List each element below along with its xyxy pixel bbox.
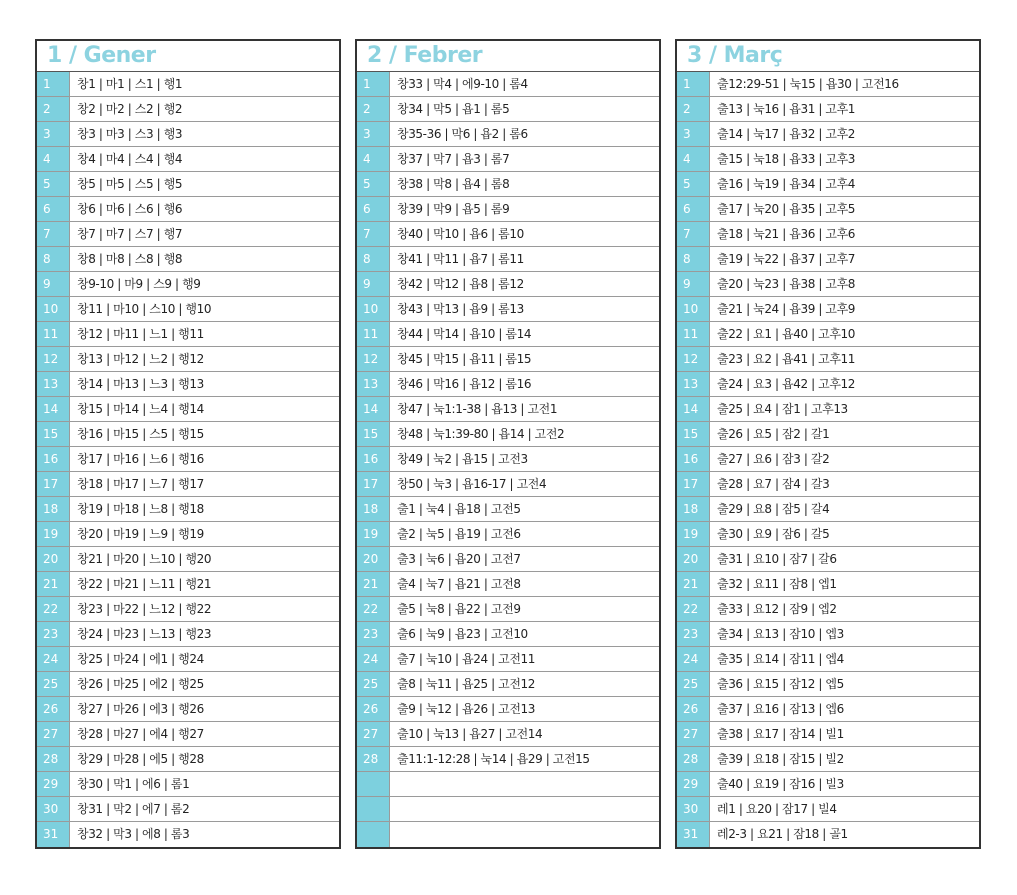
table-row bbox=[357, 597, 659, 622]
day-number bbox=[357, 797, 390, 821]
reading-text: 출20 | 눅23 | 욥38 | 고후8 bbox=[717, 277, 856, 291]
reading-text: 창24 | 마23 | 느13 | 행23 bbox=[77, 627, 212, 641]
day-number: 27 bbox=[37, 722, 70, 746]
reading-text: 출18 | 눅21 | 욥36 | 고후6 bbox=[717, 227, 856, 241]
table-row bbox=[357, 697, 659, 722]
reading-text: 창34 | 막5 | 욥1 | 롬5 bbox=[397, 102, 510, 116]
reading-text: 레2-3 | 요21 | 잠18 | 골1 bbox=[717, 827, 848, 841]
day-number: 19 bbox=[357, 522, 390, 546]
table-row bbox=[357, 672, 659, 697]
table-row bbox=[37, 297, 339, 322]
day-number: 15 bbox=[37, 422, 70, 446]
day-number: 24 bbox=[677, 647, 710, 671]
day-number: 30 bbox=[37, 797, 70, 821]
reading-text: 창15 | 마14 | 느4 | 행14 bbox=[77, 402, 204, 416]
day-number: 6 bbox=[677, 197, 710, 221]
table-row bbox=[37, 72, 339, 97]
reading-text: 창32 | 막3 | 에8 | 롬3 bbox=[77, 827, 190, 841]
day-number: 14 bbox=[677, 397, 710, 421]
day-number: 28 bbox=[37, 747, 70, 771]
reading-text: 창7 | 마7 | 스7 | 행7 bbox=[77, 227, 183, 241]
table-row bbox=[677, 597, 979, 622]
day-number: 25 bbox=[37, 672, 70, 696]
table-row bbox=[37, 347, 339, 372]
day-number: 6 bbox=[37, 197, 70, 221]
reading-text: 출9 | 눅12 | 욥26 | 고전13 bbox=[397, 702, 536, 716]
day-number: 12 bbox=[357, 347, 390, 371]
day-number: 29 bbox=[677, 772, 710, 796]
table-row bbox=[37, 772, 339, 797]
table-row bbox=[357, 722, 659, 747]
day-number: 20 bbox=[677, 547, 710, 571]
reading-text: 출24 | 요3 | 욥42 | 고후12 bbox=[717, 377, 856, 391]
day-number: 24 bbox=[357, 647, 390, 671]
day-number: 10 bbox=[357, 297, 390, 321]
table-row bbox=[677, 172, 979, 197]
reading-text: 창22 | 마21 | 느11 | 행21 bbox=[77, 577, 212, 591]
table-row bbox=[357, 172, 659, 197]
reading-text: 창6 | 마6 | 스6 | 행6 bbox=[77, 202, 183, 216]
table-row bbox=[357, 572, 659, 597]
table-row bbox=[37, 222, 339, 247]
reading-text: 출5 | 눅8 | 욥22 | 고전9 bbox=[397, 602, 521, 616]
table-row bbox=[37, 722, 339, 747]
day-number: 27 bbox=[357, 722, 390, 746]
table-row bbox=[677, 522, 979, 547]
day-number: 5 bbox=[677, 172, 710, 196]
month-panel-february bbox=[355, 39, 661, 849]
table-row bbox=[37, 372, 339, 397]
reading-text: 출8 | 눅11 | 욥25 | 고전12 bbox=[397, 677, 536, 691]
reading-list bbox=[37, 72, 339, 847]
table-row bbox=[677, 322, 979, 347]
day-number: 16 bbox=[37, 447, 70, 471]
reading-text: 출23 | 요2 | 욥41 | 고후11 bbox=[717, 352, 856, 366]
day-number: 1 bbox=[357, 72, 390, 96]
day-number: 25 bbox=[677, 672, 710, 696]
day-number: 15 bbox=[357, 422, 390, 446]
reading-text: 창17 | 마16 | 느6 | 행16 bbox=[77, 452, 204, 466]
table-row bbox=[677, 772, 979, 797]
reading-text: 출32 | 요11 | 잠8 | 엡1 bbox=[717, 577, 837, 591]
table-row bbox=[37, 97, 339, 122]
day-number: 4 bbox=[677, 147, 710, 171]
reading-text: 출11:1-12:28 | 눅14 | 욥29 | 고전15 bbox=[397, 752, 590, 766]
table-row bbox=[37, 197, 339, 222]
day-number: 20 bbox=[357, 547, 390, 571]
table-row bbox=[677, 747, 979, 772]
day-number: 29 bbox=[37, 772, 70, 796]
day-number: 7 bbox=[677, 222, 710, 246]
reading-text: 출30 | 요9 | 잠6 | 갈5 bbox=[717, 527, 830, 541]
reading-text: 출21 | 눅24 | 욥39 | 고후9 bbox=[717, 302, 856, 316]
day-number: 22 bbox=[37, 597, 70, 621]
day-number: 19 bbox=[677, 522, 710, 546]
table-row bbox=[677, 122, 979, 147]
table-row bbox=[37, 547, 339, 572]
month-title: 3 / Març bbox=[677, 41, 979, 72]
reading-text bbox=[390, 772, 659, 796]
table-row bbox=[677, 797, 979, 822]
day-number: 8 bbox=[677, 247, 710, 271]
table-row bbox=[677, 447, 979, 472]
table-row bbox=[357, 247, 659, 272]
table-row bbox=[677, 822, 979, 847]
reading-text: 창9-10 | 마9 | 스9 | 행9 bbox=[77, 277, 201, 291]
table-row bbox=[677, 697, 979, 722]
reading-text: 창49 | 눅2 | 욥15 | 고전3 bbox=[397, 452, 528, 466]
reading-text: 창45 | 막15 | 욥11 | 롬15 bbox=[397, 352, 532, 366]
day-number: 17 bbox=[37, 472, 70, 496]
reading-text: 출14 | 눅17 | 욥32 | 고후2 bbox=[717, 127, 856, 141]
day-number: 31 bbox=[677, 822, 710, 847]
day-number: 25 bbox=[357, 672, 390, 696]
table-row bbox=[677, 622, 979, 647]
reading-text: 창47 | 눅1:1-38 | 욥13 | 고전1 bbox=[397, 402, 558, 416]
day-number: 5 bbox=[357, 172, 390, 196]
reading-text: 출29 | 요8 | 잠5 | 갈4 bbox=[717, 502, 830, 516]
reading-text bbox=[390, 797, 659, 821]
day-number: 30 bbox=[677, 797, 710, 821]
table-row bbox=[677, 197, 979, 222]
table-row bbox=[37, 472, 339, 497]
day-number: 31 bbox=[37, 822, 70, 847]
reading-text: 출37 | 요16 | 잠13 | 엡6 bbox=[717, 702, 844, 716]
table-row bbox=[37, 147, 339, 172]
reading-text: 창35-36 | 막6 | 욥2 | 롬6 bbox=[397, 127, 528, 141]
reading-text: 창43 | 막13 | 욥9 | 롬13 bbox=[397, 302, 524, 316]
reading-text: 창18 | 마17 | 느7 | 행17 bbox=[77, 477, 204, 491]
reading-text: 출1 | 눅4 | 욥18 | 고전5 bbox=[397, 502, 521, 516]
reading-text: 출26 | 요5 | 잠2 | 갈1 bbox=[717, 427, 830, 441]
table-row bbox=[357, 222, 659, 247]
table-row bbox=[357, 397, 659, 422]
table-row bbox=[37, 622, 339, 647]
table-row bbox=[37, 272, 339, 297]
day-number: 23 bbox=[357, 622, 390, 646]
table-row bbox=[677, 647, 979, 672]
day-number: 4 bbox=[37, 147, 70, 171]
day-number: 20 bbox=[37, 547, 70, 571]
day-number: 8 bbox=[357, 247, 390, 271]
table-row bbox=[677, 497, 979, 522]
reading-text: 출22 | 요1 | 욥40 | 고후10 bbox=[717, 327, 856, 341]
day-number: 3 bbox=[37, 122, 70, 146]
table-row bbox=[357, 422, 659, 447]
day-number: 2 bbox=[37, 97, 70, 121]
table-row bbox=[37, 497, 339, 522]
table-row bbox=[357, 522, 659, 547]
day-number: 12 bbox=[37, 347, 70, 371]
reading-text: 출3 | 눅6 | 욥20 | 고전7 bbox=[397, 552, 521, 566]
reading-text: 출25 | 요4 | 잠1 | 고후13 bbox=[717, 402, 848, 416]
table-row bbox=[37, 697, 339, 722]
day-number: 13 bbox=[357, 372, 390, 396]
table-row bbox=[357, 797, 659, 822]
day-number: 14 bbox=[37, 397, 70, 421]
day-number: 15 bbox=[677, 422, 710, 446]
reading-text: 출16 | 눅19 | 욥34 | 고후4 bbox=[717, 177, 856, 191]
table-row bbox=[37, 747, 339, 772]
table-row bbox=[37, 422, 339, 447]
reading-text: 창20 | 마19 | 느9 | 행19 bbox=[77, 527, 204, 541]
table-row bbox=[677, 347, 979, 372]
table-row bbox=[357, 472, 659, 497]
table-row bbox=[677, 472, 979, 497]
day-number: 3 bbox=[357, 122, 390, 146]
reading-text: 창25 | 마24 | 에1 | 행24 bbox=[77, 652, 204, 666]
table-row bbox=[37, 797, 339, 822]
reading-text: 출7 | 눅10 | 욥24 | 고전11 bbox=[397, 652, 536, 666]
reading-text: 창5 | 마5 | 스5 | 행5 bbox=[77, 177, 183, 191]
table-row bbox=[357, 447, 659, 472]
reading-text: 창41 | 막11 | 욥7 | 롬11 bbox=[397, 252, 524, 266]
day-number: 23 bbox=[677, 622, 710, 646]
reading-text: 출15 | 눅18 | 욥33 | 고후3 bbox=[717, 152, 856, 166]
reading-text: 창44 | 막14 | 욥10 | 롬14 bbox=[397, 327, 532, 341]
table-row bbox=[677, 372, 979, 397]
reading-text: 창13 | 마12 | 느2 | 행12 bbox=[77, 352, 204, 366]
table-row bbox=[357, 622, 659, 647]
day-number: 13 bbox=[677, 372, 710, 396]
table-row bbox=[37, 572, 339, 597]
day-number: 22 bbox=[677, 597, 710, 621]
table-row bbox=[37, 322, 339, 347]
reading-text: 출31 | 요10 | 잠7 | 갈6 bbox=[717, 552, 837, 566]
day-number: 18 bbox=[37, 497, 70, 521]
day-number: 21 bbox=[37, 572, 70, 596]
day-number: 16 bbox=[677, 447, 710, 471]
day-number: 17 bbox=[357, 472, 390, 496]
day-number: 7 bbox=[37, 222, 70, 246]
reading-text: 창14 | 마13 | 느3 | 행13 bbox=[77, 377, 204, 391]
reading-text: 창1 | 마1 | 스1 | 행1 bbox=[77, 77, 183, 91]
day-number: 26 bbox=[37, 697, 70, 721]
reading-text: 출38 | 요17 | 잠14 | 빌1 bbox=[717, 727, 844, 741]
reading-text: 창16 | 마15 | 스5 | 행15 bbox=[77, 427, 204, 441]
table-row bbox=[677, 247, 979, 272]
table-row bbox=[357, 97, 659, 122]
table-row bbox=[37, 247, 339, 272]
table-row bbox=[677, 147, 979, 172]
day-number: 1 bbox=[677, 72, 710, 96]
table-row bbox=[357, 497, 659, 522]
reading-list bbox=[357, 72, 659, 847]
month-panel-march bbox=[675, 39, 981, 849]
table-row bbox=[357, 372, 659, 397]
table-row bbox=[357, 547, 659, 572]
reading-text: 창3 | 마3 | 스3 | 행3 bbox=[77, 127, 183, 141]
reading-text: 창39 | 막9 | 욥5 | 롬9 bbox=[397, 202, 510, 216]
month-panel-january bbox=[35, 39, 341, 849]
table-row bbox=[37, 597, 339, 622]
reading-text: 출36 | 요15 | 잠12 | 엡5 bbox=[717, 677, 844, 691]
reading-text: 창4 | 마4 | 스4 | 행4 bbox=[77, 152, 183, 166]
table-row bbox=[357, 647, 659, 672]
table-row bbox=[357, 272, 659, 297]
reading-text: 출4 | 눅7 | 욥21 | 고전8 bbox=[397, 577, 521, 591]
table-row bbox=[357, 297, 659, 322]
day-number: 9 bbox=[37, 272, 70, 296]
day-number: 19 bbox=[37, 522, 70, 546]
day-number: 24 bbox=[37, 647, 70, 671]
reading-text: 출33 | 요12 | 잠9 | 엡2 bbox=[717, 602, 837, 616]
reading-text: 창23 | 마22 | 느12 | 행22 bbox=[77, 602, 212, 616]
day-number: 26 bbox=[357, 697, 390, 721]
day-number: 17 bbox=[677, 472, 710, 496]
reading-text: 창2 | 마2 | 스2 | 행2 bbox=[77, 102, 183, 116]
reading-text: 창21 | 마20 | 느10 | 행20 bbox=[77, 552, 212, 566]
table-row bbox=[357, 72, 659, 97]
reading-text: 창38 | 막8 | 욥4 | 롬8 bbox=[397, 177, 510, 191]
day-number: 6 bbox=[357, 197, 390, 221]
reading-text: 출2 | 눅5 | 욥19 | 고전6 bbox=[397, 527, 521, 541]
day-number: 3 bbox=[677, 122, 710, 146]
day-number: 9 bbox=[357, 272, 390, 296]
reading-text: 레1 | 요20 | 잠17 | 빌4 bbox=[717, 802, 837, 816]
table-row bbox=[677, 722, 979, 747]
reading-text: 창11 | 마10 | 스10 | 행10 bbox=[77, 302, 212, 316]
table-row bbox=[677, 422, 979, 447]
day-number: 10 bbox=[677, 297, 710, 321]
day-number: 18 bbox=[677, 497, 710, 521]
reading-text: 창28 | 마27 | 에4 | 행27 bbox=[77, 727, 204, 741]
day-number: 11 bbox=[37, 322, 70, 346]
reading-text: 창26 | 마25 | 에2 | 행25 bbox=[77, 677, 204, 691]
reading-text: 출19 | 눅22 | 욥37 | 고후7 bbox=[717, 252, 856, 266]
table-row bbox=[357, 772, 659, 797]
reading-text: 출10 | 눅13 | 욥27 | 고전14 bbox=[397, 727, 543, 741]
day-number: 10 bbox=[37, 297, 70, 321]
reading-text: 출40 | 요19 | 잠16 | 빌3 bbox=[717, 777, 844, 791]
table-row bbox=[677, 272, 979, 297]
table-row bbox=[37, 647, 339, 672]
day-number: 13 bbox=[37, 372, 70, 396]
day-number: 16 bbox=[357, 447, 390, 471]
reading-text: 창27 | 마26 | 에3 | 행26 bbox=[77, 702, 204, 716]
day-number: 21 bbox=[357, 572, 390, 596]
day-number: 11 bbox=[357, 322, 390, 346]
reading-text: 창40 | 막10 | 욥6 | 롬10 bbox=[397, 227, 524, 241]
table-row bbox=[37, 672, 339, 697]
table-row bbox=[677, 397, 979, 422]
reading-text: 출34 | 요13 | 잠10 | 엡3 bbox=[717, 627, 844, 641]
table-row bbox=[677, 572, 979, 597]
reading-text: 창31 | 막2 | 에7 | 롬2 bbox=[77, 802, 190, 816]
table-row bbox=[677, 547, 979, 572]
reading-text: 창8 | 마8 | 스8 | 행8 bbox=[77, 252, 183, 266]
table-row bbox=[677, 222, 979, 247]
reading-text: 창50 | 눅3 | 욥16-17 | 고전4 bbox=[397, 477, 547, 491]
day-number: 26 bbox=[677, 697, 710, 721]
day-number: 9 bbox=[677, 272, 710, 296]
table-row bbox=[357, 197, 659, 222]
table-row bbox=[357, 322, 659, 347]
reading-text: 출27 | 요6 | 잠3 | 갈2 bbox=[717, 452, 830, 466]
month-title: 2 / Febrer bbox=[357, 41, 659, 72]
day-number: 28 bbox=[357, 747, 390, 771]
day-number: 23 bbox=[37, 622, 70, 646]
table-row bbox=[677, 672, 979, 697]
day-number: 22 bbox=[357, 597, 390, 621]
table-row bbox=[677, 72, 979, 97]
day-number: 2 bbox=[677, 97, 710, 121]
reading-text: 출35 | 요14 | 잠11 | 엡4 bbox=[717, 652, 844, 666]
reading-text: 창30 | 막1 | 에6 | 롬1 bbox=[77, 777, 190, 791]
table-row bbox=[357, 347, 659, 372]
day-number: 14 bbox=[357, 397, 390, 421]
table-row bbox=[37, 172, 339, 197]
day-number bbox=[357, 822, 390, 847]
table-row bbox=[677, 297, 979, 322]
day-number: 4 bbox=[357, 147, 390, 171]
table-row bbox=[37, 822, 339, 847]
reading-text: 출17 | 눅20 | 욥35 | 고후5 bbox=[717, 202, 856, 216]
day-number: 8 bbox=[37, 247, 70, 271]
reading-text: 출6 | 눅9 | 욥23 | 고전10 bbox=[397, 627, 528, 641]
day-number: 1 bbox=[37, 72, 70, 96]
month-title: 1 / Gener bbox=[37, 41, 339, 72]
day-number: 5 bbox=[37, 172, 70, 196]
day-number: 7 bbox=[357, 222, 390, 246]
reading-text: 창29 | 마28 | 에5 | 행28 bbox=[77, 752, 204, 766]
reading-text bbox=[390, 822, 659, 847]
table-row bbox=[677, 97, 979, 122]
reading-text: 창37 | 막7 | 욥3 | 롬7 bbox=[397, 152, 510, 166]
reading-text: 출12:29-51 | 눅15 | 욥30 | 고전16 bbox=[717, 77, 899, 91]
reading-text: 출28 | 요7 | 잠4 | 갈3 bbox=[717, 477, 830, 491]
table-row bbox=[357, 747, 659, 772]
table-row bbox=[37, 522, 339, 547]
reading-text: 창12 | 마11 | 느1 | 행11 bbox=[77, 327, 204, 341]
day-number: 27 bbox=[677, 722, 710, 746]
table-row bbox=[357, 822, 659, 847]
day-number: 18 bbox=[357, 497, 390, 521]
table-row bbox=[37, 397, 339, 422]
day-number: 12 bbox=[677, 347, 710, 371]
reading-text: 출13 | 눅16 | 욥31 | 고후1 bbox=[717, 102, 856, 116]
table-row bbox=[357, 147, 659, 172]
reading-text: 창48 | 눅1:39-80 | 욥14 | 고전2 bbox=[397, 427, 565, 441]
day-number: 2 bbox=[357, 97, 390, 121]
day-number bbox=[357, 772, 390, 796]
table-row bbox=[37, 122, 339, 147]
day-number: 21 bbox=[677, 572, 710, 596]
table-row bbox=[37, 447, 339, 472]
day-number: 11 bbox=[677, 322, 710, 346]
day-number: 28 bbox=[677, 747, 710, 771]
reading-text: 창42 | 막12 | 욥8 | 롬12 bbox=[397, 277, 524, 291]
reading-text: 창46 | 막16 | 욥12 | 롬16 bbox=[397, 377, 532, 391]
reading-list bbox=[677, 72, 979, 847]
reading-text: 창19 | 마18 | 느8 | 행18 bbox=[77, 502, 204, 516]
reading-text: 출39 | 요18 | 잠15 | 빌2 bbox=[717, 752, 844, 766]
reading-text: 창33 | 막4 | 에9-10 | 롬4 bbox=[397, 77, 528, 91]
table-row bbox=[357, 122, 659, 147]
